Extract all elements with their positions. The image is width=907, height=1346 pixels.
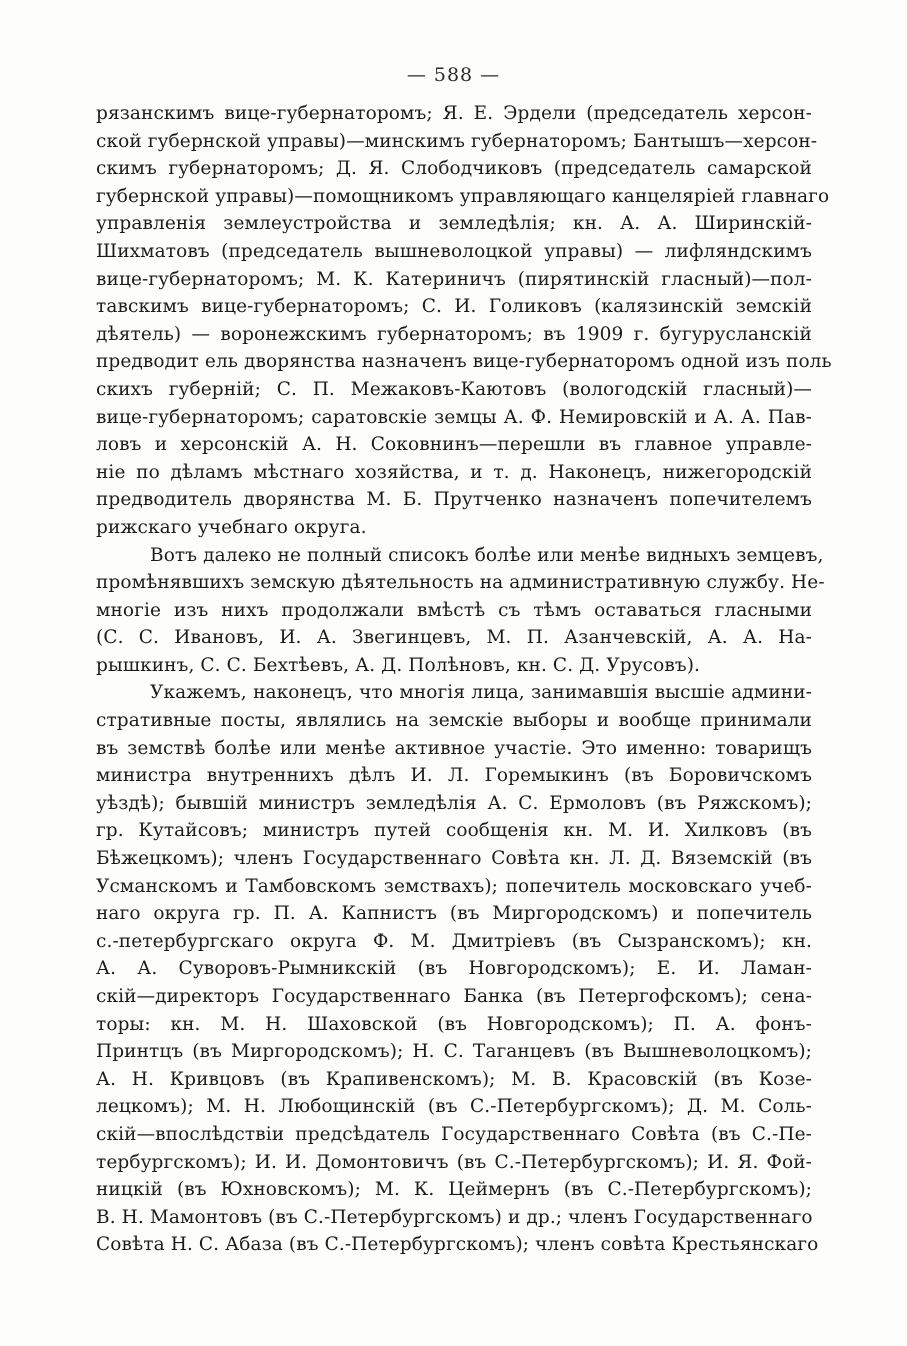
- text-line: ницкій (въ Юхновскомъ); М. К. Цеймернъ (въ С.-Петербургскомъ);: [96, 1179, 812, 1201]
- text-line: вице-губернаторомъ; саратовскіе земцы А. Ф. Немировскій и А. А. Пав-: [96, 406, 812, 428]
- text-line: рижскаго учебнаго округа.: [96, 516, 367, 538]
- text-line: Усманскомъ и Тамбовскомъ земствахъ); попечитель московскаго учеб-: [96, 875, 812, 897]
- text-line: стративные посты, являлись на земскіе выборы и вообще принимали: [96, 710, 812, 732]
- text-line: министра внутреннихъ дѣлъ И. Л. Горемыкинъ (въ Боровичскомъ: [96, 765, 812, 787]
- page-number: — 588 —: [406, 64, 501, 86]
- paragraph: [96, 100, 832, 542]
- text-line: ловъ и херсонскій А. Н. Соковнинъ—перешли въ главное управле-: [96, 434, 812, 456]
- text-line: промѣнявшихъ земскую дѣятельность на административную службу. Не-: [96, 572, 825, 594]
- text-line: управленія землеустройства и земледѣлія; кн. А. А. Ширинскій-: [96, 213, 812, 235]
- text-line: ніе по дѣламъ мѣстнаго хозяйства, и т. д. Наконецъ, нижегородскій: [96, 461, 812, 483]
- text-line: А. А. Суворовъ-Рымникскій (въ Новгородскомъ); Е. И. Ламан-: [96, 958, 812, 980]
- text-line: Вотъ далеко не полный списокъ болѣе или менѣе видныхъ земцевъ,: [150, 544, 824, 566]
- text-line: скій—впослѣдствіи предсѣдатель Государственнаго Совѣта (въ С.-Пе-: [96, 1123, 812, 1145]
- text-line: многіе изъ нихъ продолжали вмѣстѣ съ тѣмъ оставаться гласными: [96, 599, 812, 621]
- text-line: наго округа гр. П. А. Капнистъ (въ Миргородскомъ) и попечитель: [96, 903, 812, 925]
- text-line: губернской управы)—помощникомъ управляющаго канцеляріей главнаго: [96, 185, 830, 207]
- text-line: вице-губернаторомъ; М. К. Катериничъ (пирятинскій гласный)—пол-: [96, 268, 812, 290]
- text-line: скій—директоръ Государственнаго Банка (въ Петергофскомъ); сена-: [96, 986, 812, 1007]
- paragraph: [96, 542, 825, 680]
- text-line: скихъ губерній; С. П. Межаковъ-Каютовъ (вологодскій гласный)—: [96, 378, 812, 400]
- text-line: А. Н. Кривцовъ (въ Крапивенскомъ); М. В. Красовскій (въ Козе-: [96, 1068, 812, 1090]
- text-line: Бѣжецкомъ); членъ Государственнаго Совѣта кн. Л. Д. Вяземскій (въ: [96, 848, 812, 870]
- text-line: въ земствѣ болѣе или менѣе активное участіе. Это именно: товарищъ: [96, 737, 812, 759]
- text-line: Шихматовъ (председатель вышневолоцкой управы) — лифляндскимъ: [96, 240, 812, 262]
- paragraph: [96, 679, 819, 1258]
- text-line: (С. С. Ивановъ, И. А. Звегинцевъ, М. П. Азанчевскій, А. А. На-: [96, 627, 812, 649]
- text-line: Совѣта Н. С. Абаза (въ С.-Петербургскомъ); членъ совѣта Крестьянскаго: [96, 1234, 819, 1256]
- text-line: В. Н. Мамонтовъ (въ С.-Петербургскомъ) и др.; членъ Государственнаго: [96, 1206, 813, 1228]
- body-text: [96, 100, 832, 1259]
- text-line: предводитель дворянства М. Б. Прутченко назначенъ попечителемъ: [96, 489, 812, 511]
- text-line: ской губернской управы)—минскимъ губернаторомъ; Бантышъ—херсон-: [96, 130, 818, 152]
- text-line: рышкинъ, С. С. Бехтѣевъ, А. Д. Полѣновъ, кн. С. Д. Урусовъ).: [96, 654, 701, 676]
- text-line: торы: кн. М. Н. Шаховской (въ Новгородскомъ); П. А. фонъ-: [96, 1013, 812, 1035]
- text-line: с.-петербургскаго округа Ф. М. Дмитріевъ (въ Сызранскомъ); кн.: [96, 930, 812, 952]
- text-line: дѣятель) — воронежскимъ губернаторомъ; въ 1909 г. бугурусланскій: [96, 323, 812, 345]
- text-line: гр. Кутайсовъ; министръ путей сообщенія кн. М. И. Хилковъ (въ: [96, 820, 812, 842]
- text-line: уѣздѣ); бывшій министръ земледѣлія А. С. Ермоловъ (въ Ряжскомъ);: [96, 792, 812, 814]
- text-line: предводит ель дворянства назначенъ вице-губернаторомъ одной изъ поль: [96, 351, 832, 373]
- text-line: тавскимъ вице-губернаторомъ; С. И. Голиковъ (калязинскій земскій: [96, 296, 812, 318]
- text-line: рязанскимъ вице-губернаторомъ; Я. Е. Эрдели (председатель херсон-: [96, 103, 812, 124]
- text-line: Укажемъ, наконецъ, что многія лица, занимавшія высшіе админи-: [150, 682, 812, 704]
- text-line: скимъ губернаторомъ; Д. Я. Слободчиковъ (председатель самарской: [96, 158, 812, 180]
- text-line: Принтцъ (въ Миргородскомъ); Н. С. Таганцевъ (въ Вышневолоцкомъ);: [96, 1041, 812, 1063]
- text-line: лецкомъ); М. Н. Любощинскій (въ С.-Петербургскомъ); Д. М. Соль-: [96, 1096, 812, 1118]
- text-line: тербургскомъ); И. И. Домонтовичъ (въ С.-Петербургскомъ); И. Я. Фой-: [96, 1151, 812, 1173]
